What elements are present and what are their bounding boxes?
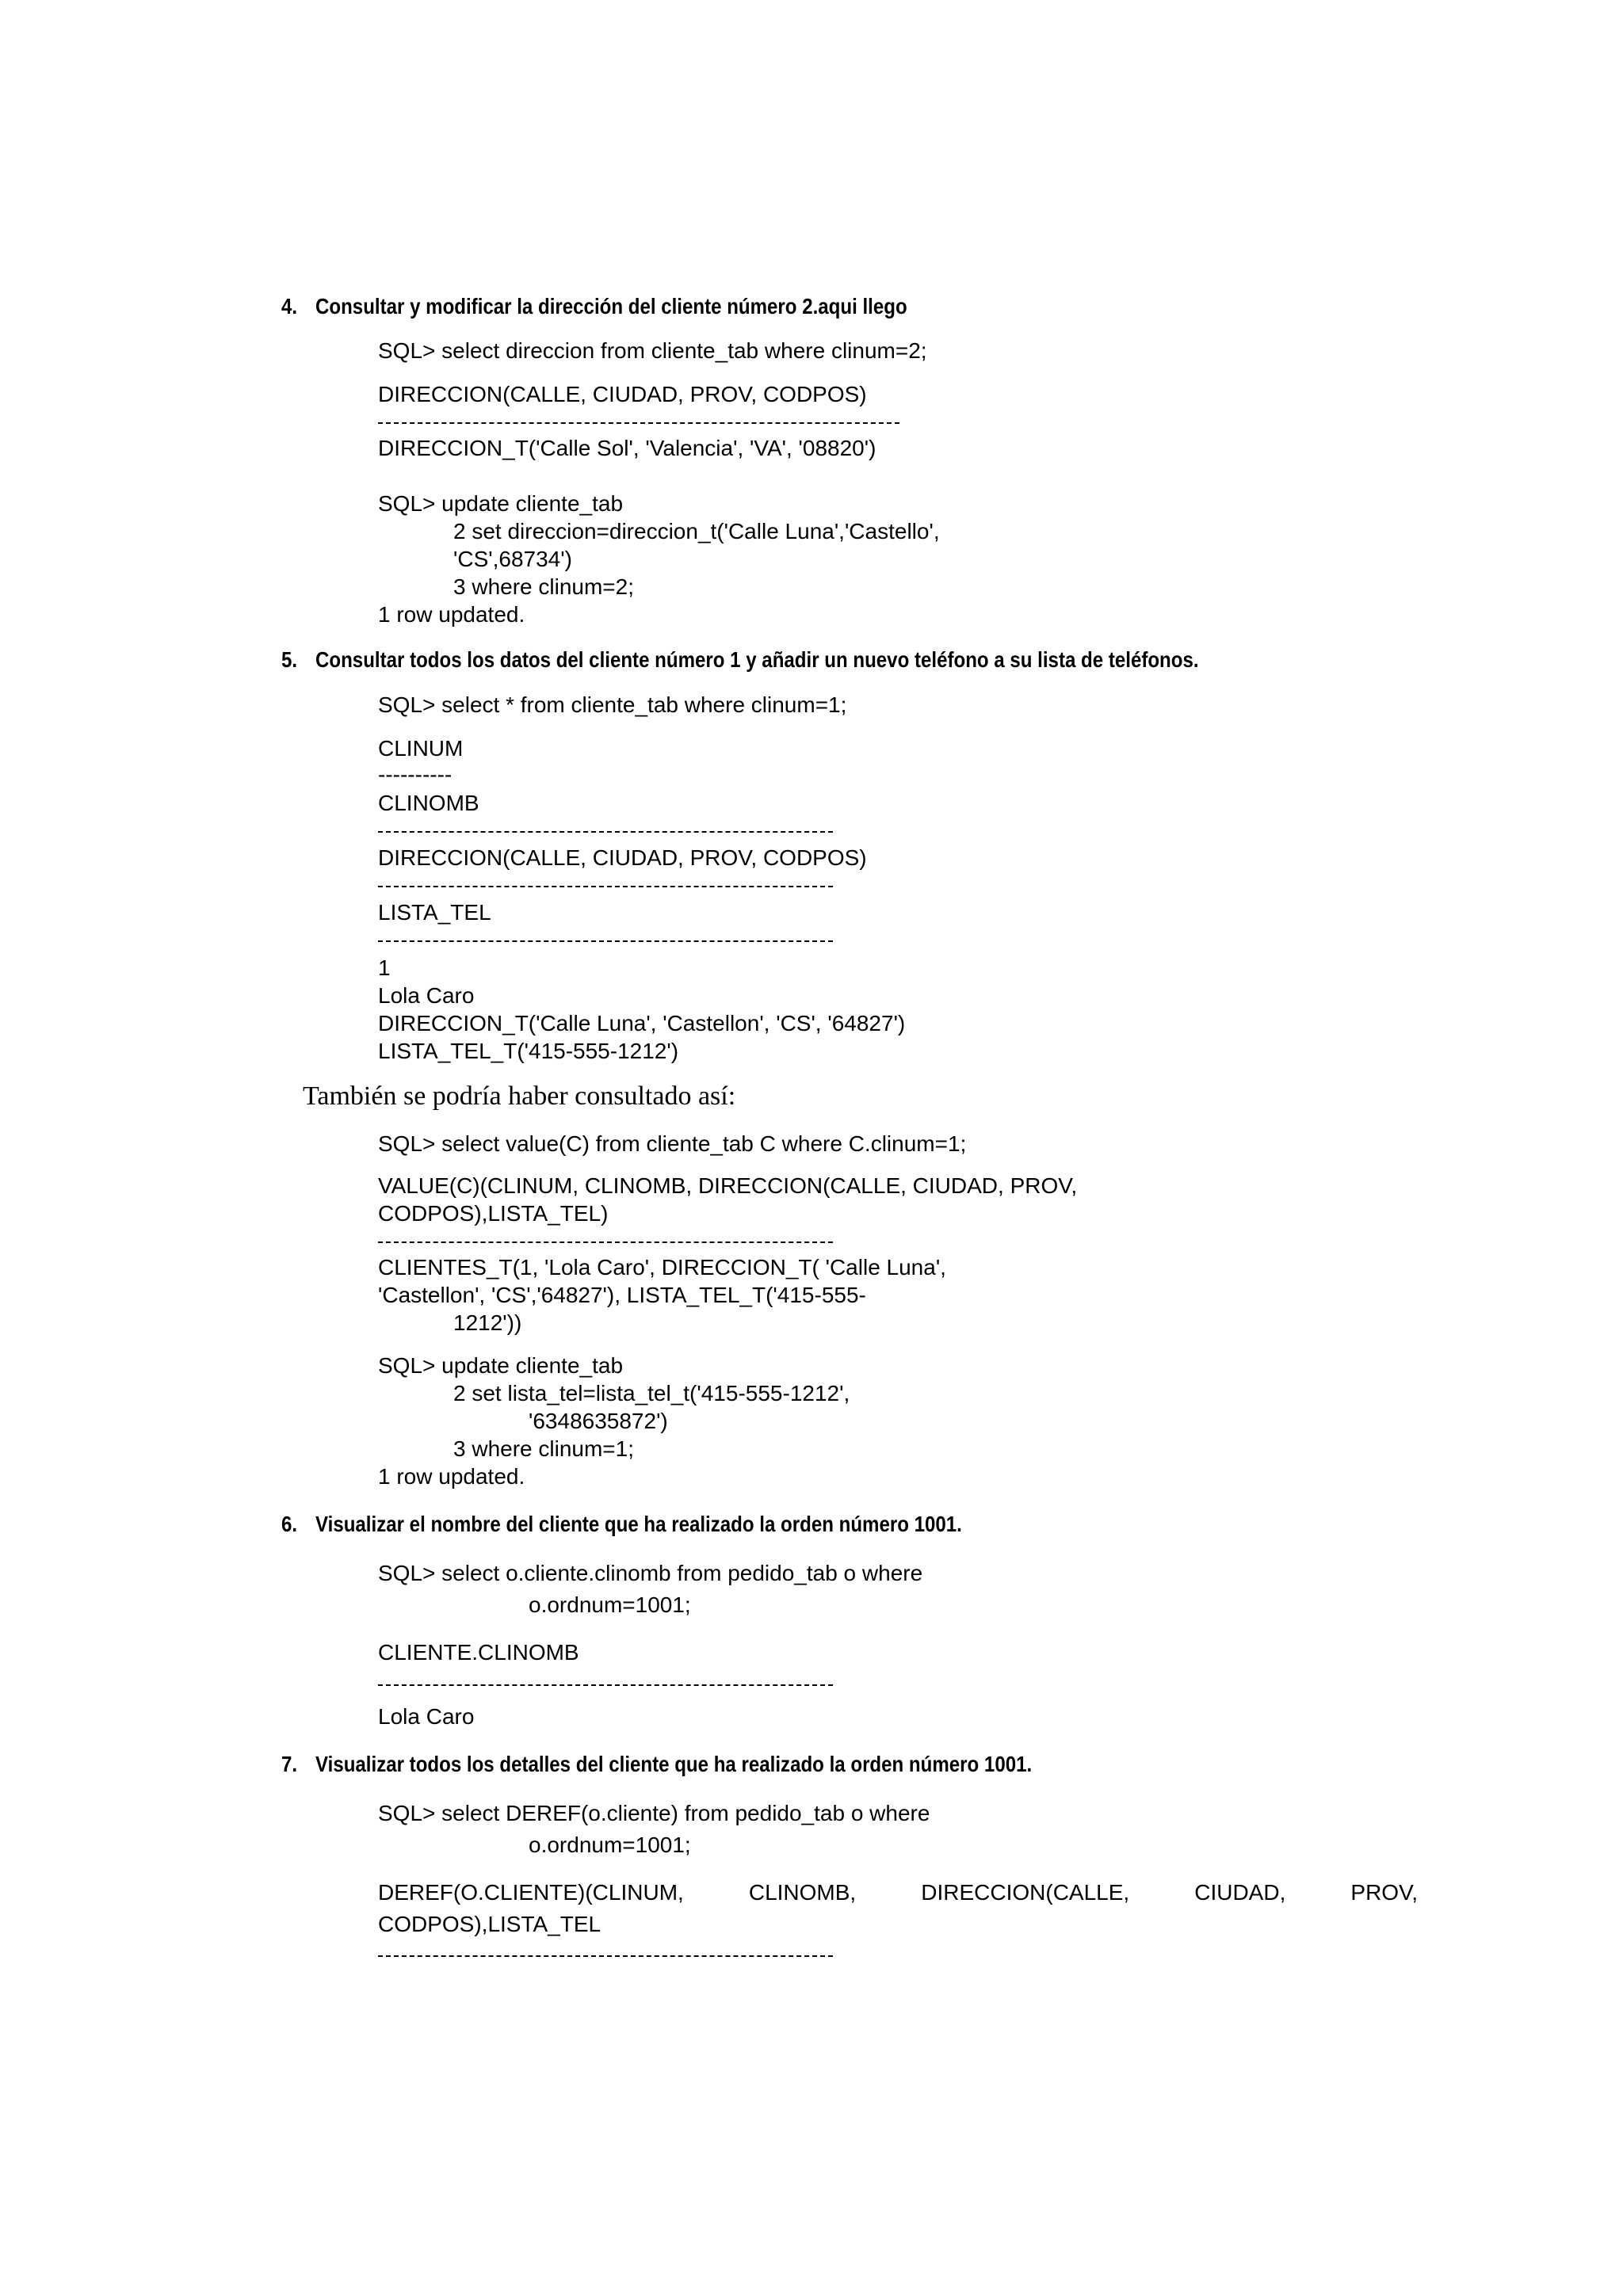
section-5-val-lista-tel: LISTA_TEL_T('415-555-1212') [378, 1039, 679, 1063]
section-7-header-line-2: CODPOS),LISTA_TEL [378, 1912, 601, 1936]
section-4-update-line-3: 'CS',68734') [453, 547, 572, 571]
section-5-number: 5. [281, 647, 298, 672]
section-4-heading [281, 293, 907, 320]
section-4-result-rule [378, 422, 899, 424]
section-4-update-result: 1 row updated. [378, 602, 525, 627]
section-7-header-word: DEREF(O.CLIENTE)(CLINUM, [378, 1880, 684, 1905]
section-6-heading [281, 1511, 962, 1538]
section-7-header-word: PROV, [1350, 1880, 1418, 1905]
section-5-update-line-2: 2 set lista_tel=lista_tel_t('415-555-1212', [453, 1381, 850, 1405]
section-5-note: También se podría haber consultado así: [303, 1081, 736, 1111]
section-5-value-header-1: VALUE(C)(CLINUM, CLINOMB, DIRECCION(CALLE, CIUDAD, PROV, [378, 1173, 1078, 1198]
section-5-value-line-1: CLIENTES_T(1, 'Lola Caro', DIRECCION_T( 'Calle Luna', [378, 1255, 946, 1280]
section-7-title: Visualizar todos los detalles del cliente que ha realizado la orden número 1001. [315, 1752, 1033, 1776]
section-7-query-line-1: SQL> select DEREF(o.cliente) from pedido_tab o where [378, 1801, 930, 1825]
section-5-col-direccion: DIRECCION(CALLE, CIUDAD, PROV, CODPOS) [378, 845, 867, 870]
section-5-rule-4 [378, 1241, 833, 1243]
section-5-update-line-1: SQL> update cliente_tab [378, 1353, 624, 1378]
section-5-title: Consultar todos los datos del cliente número 1 y añadir un nuevo teléfono a su lista de teléfonos. [315, 647, 1199, 672]
section-5-query: SQL> select * from cliente_tab where clinum=1; [378, 692, 847, 717]
section-6-query-line-1: SQL> select o.cliente.clinomb from pedido_tab o where [378, 1561, 923, 1585]
section-5-heading [281, 646, 1199, 673]
section-7-header-word: CIUDAD, [1194, 1880, 1286, 1905]
section-5-val-clinum: 1 [378, 955, 391, 980]
section-7-query-line-2: o.ordnum=1001; [529, 1833, 691, 1857]
section-5-val-direccion: DIRECCION_T('Calle Luna', 'Castellon', 'CS', '64827') [378, 1011, 906, 1035]
section-6-result-value: Lola Caro [378, 1704, 475, 1729]
section-7-header-word: CLINOMB, [748, 1880, 857, 1905]
section-4-result-header: DIRECCION(CALLE, CIUDAD, PROV, CODPOS) [378, 382, 867, 406]
section-7-number: 7. [281, 1752, 298, 1776]
section-6-result-rule [378, 1684, 833, 1686]
section-5-query-2: SQL> select value(C) from cliente_tab C where C.clinum=1; [378, 1131, 967, 1156]
section-5-col-clinomb: CLINOMB [378, 791, 479, 815]
section-7-rule [378, 1955, 833, 1957]
section-7-header-line-1 [378, 1879, 1418, 1906]
section-4-number: 4. [281, 294, 298, 318]
section-4-update-line-4: 3 where clinum=2; [453, 574, 635, 599]
section-4-update-line-2: 2 set direccion=direccion_t('Calle Luna','Castello', [453, 519, 940, 543]
section-4-result-value: DIRECCION_T('Calle Sol', 'Valencia', 'VA', '08820') [378, 436, 876, 460]
section-6-title: Visualizar el nombre del cliente que ha realizado la orden número 1001. [315, 1512, 962, 1536]
section-5-rule-1 [378, 831, 833, 833]
section-5-value-line-3: 1212')) [453, 1310, 522, 1335]
section-5-value-header-2: CODPOS),LISTA_TEL) [378, 1201, 609, 1226]
section-5-update-line-3: '6348635872') [529, 1409, 668, 1433]
section-4-query: SQL> select direccion from cliente_tab where clinum=2; [378, 338, 927, 363]
section-6-result-header: CLIENTE.CLINOMB [378, 1640, 579, 1665]
section-7-header-word: DIRECCION(CALLE, [921, 1880, 1130, 1905]
section-7-heading [281, 1751, 1032, 1778]
section-5-col-clinum-rule: ---------- [378, 762, 453, 787]
section-5-val-clinomb: Lola Caro [378, 983, 475, 1008]
section-4-update-line-1: SQL> update cliente_tab [378, 491, 624, 516]
section-6-query-line-2: o.ordnum=1001; [529, 1592, 691, 1617]
section-5-col-lista-tel: LISTA_TEL [378, 900, 491, 925]
section-6-number: 6. [281, 1512, 298, 1536]
section-5-rule-3 [378, 940, 833, 942]
section-5-update-line-4: 3 where clinum=1; [453, 1436, 635, 1461]
section-4-title: Consultar y modificar la dirección del cliente número 2.aqui llego [315, 294, 907, 318]
section-5-rule-2 [378, 886, 833, 887]
section-5-value-line-2: 'Castellon', 'CS','64827'), LISTA_TEL_T('415-555- [378, 1283, 866, 1307]
section-5-update-result: 1 row updated. [378, 1464, 525, 1489]
section-5-col-clinum: CLINUM [378, 736, 464, 761]
